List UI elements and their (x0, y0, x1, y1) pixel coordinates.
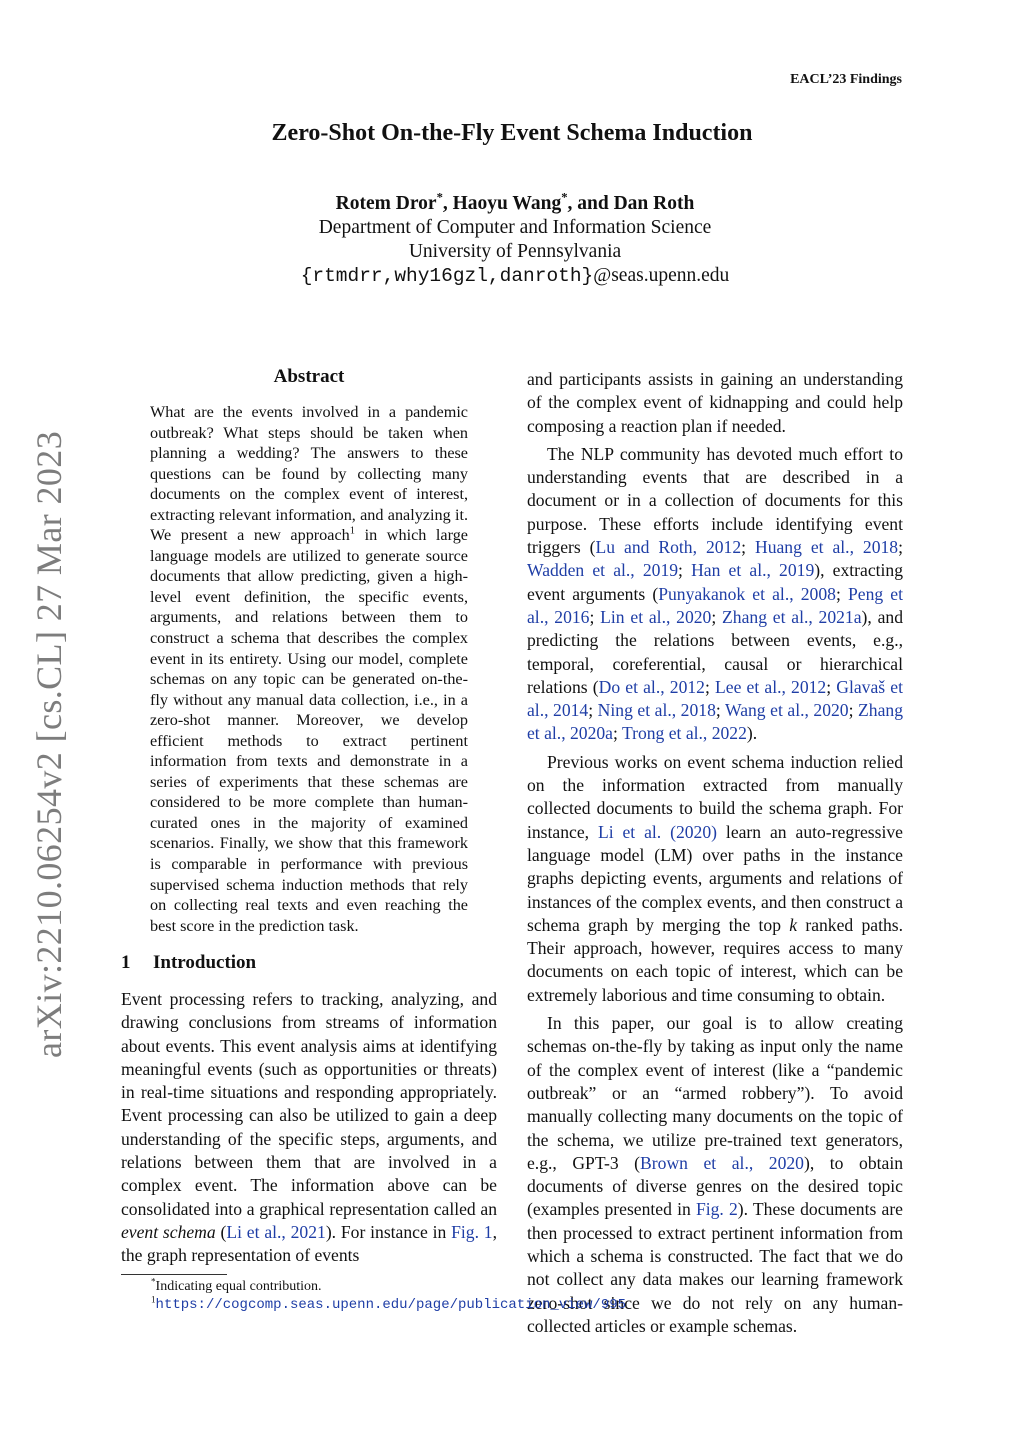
affiliation: Department of Computer and Information Science (318, 217, 712, 238)
citation-link[interactable]: Brown et al., 2020 (640, 1152, 804, 1173)
section-heading-introduction: 1 Introduction (121, 952, 257, 973)
figure-link[interactable]: Fig. 2 (695, 1199, 738, 1220)
paragraph: The NLP community has devoted much effort to understanding events that are described in a document or in a collection of documents for this purpose. These efforts include identifying event triggers (Lu and Roth, 2012; Huang et al., 2018; Wadden et al., 2019; Han et al., 2019), extracting event arguments (Punyakanok et al., 2008; Peng et al., 2016; Lin et al., 2020; Zhang et al., 2021a), and predicting the relations between events, e.g., temporal, coreferential, causal or hierarchical relations (Do et al., 2012; Lee et al., 2012; Glavaš et al., 2014; Ning et al., 2018; Wang et al., 2020; Zhang et al., 2020a; Trong et al., 2022). (527, 443, 904, 744)
author-names: Rotem Dror*, Haoyu Wang*, and Dan Roth (335, 190, 695, 214)
citation-link[interactable]: Li et al. (2020) (597, 821, 718, 842)
project-url-link[interactable]: https://cogcomp.seas.upenn.edu/page/publication_view/995 (155, 1296, 627, 1313)
citation-link[interactable]: Han et al., 2019 (691, 560, 815, 581)
email: {rtmdrr,why16gzl,danroth}@seas.upenn.edu (300, 265, 730, 287)
equal-contrib-mark: * (561, 190, 568, 205)
author-3: and Dan Roth (577, 193, 695, 214)
footnotes (121, 1276, 627, 1314)
citation-link[interactable]: Do et al., 2012 (598, 676, 705, 697)
footnote-ref: 1 (349, 525, 356, 537)
paragraph: In this paper, our goal is to allow creating schemas on-the-fly by taking as input only the name of the complex event of interest (like a “pandemic outbreak” or an “armed robbery”). To avoid manually collecting many documents on the topic of the schema, we utilize pre-trained text generators, e.g., GPT-3 (Brown et al., 2020), to obtain documents of diverse genres on the desired topic (examples presented in Fig. 2). These documents are then processed to extract pertinent information from which a schema is constructed. The fact that we do not collect any data makes our learning framework zero-shot since we do not rely on any human-collected articles or example schemas. (527, 1013, 904, 1336)
footnote-divider (121, 1274, 227, 1275)
citation-link[interactable]: Lin et al., 2020 (600, 606, 712, 627)
author-block (0, 192, 1024, 288)
paragraph: and participants assists in gaining an understanding of the complex event of kidnapping and could help composing a reaction plan if needed. (527, 369, 903, 436)
footnote-equal-contribution: *Indicating equal contribution. (151, 1276, 322, 1294)
intro-paragraph: Event processing refers to tracking, analyzing, and drawing conclusions from streams of information about events. This event analysis aims at identifying meaningful events (such as opportunities or threats) in real-time situations and responding appropriately. Event processing can also be utilized to gain a deep understanding of the specific steps, arguments, and relations between them that are involved in a complex event. The information above can be consolidated into a graphical representation called an event schema (Li et al., 2021). For instance in Fig. 1, the graph representation of events (121, 989, 497, 1266)
paper-title: Zero-Shot On-the-Fly Event Schema Induction (271, 120, 753, 146)
citation-link[interactable]: Trong et al., 2022 (621, 723, 747, 744)
citation-link[interactable]: Wadden et al., 2019 (527, 560, 679, 581)
figure-link[interactable]: Fig. 1 (451, 1221, 493, 1242)
citation-link[interactable]: Peng et al., 2016 (527, 583, 903, 627)
abstract-heading: Abstract (273, 366, 345, 387)
citation-link[interactable]: Zhang et al., 2020a (527, 700, 903, 744)
citation-link[interactable]: Lee et al., 2012 (715, 676, 827, 697)
right-column (527, 368, 903, 1338)
citation-link[interactable]: Huang et al., 2018 (754, 537, 899, 558)
citation-link[interactable]: Ning et al., 2018 (597, 700, 716, 721)
citation-link[interactable]: Lu and Roth, 2012 (595, 537, 742, 558)
author-2: Haoyu Wang (452, 193, 562, 214)
citation-link[interactable]: Glavaš et al., 2014 (527, 676, 903, 721)
paragraph: Previous works on event schema induction relied on the information extracted from manually collected documents to build the schema graph. For instance, Li et al. (2020) learn an auto-regressive language model (LM) over paths in the instance graphs depicting events, arguments and relations of instances of the complex events, and then construct a schema graph by merging the top k ranked paths. Their approach, however, requires access to many documents on each topic of interest, which can be extremely laborious and time consuming to obtain. (527, 751, 904, 1005)
citation-link[interactable]: Punyakanok et al., 2008 (658, 583, 836, 604)
citation-link[interactable]: Li et al., 2021 (226, 1221, 326, 1242)
equal-contrib-mark: * (436, 190, 443, 205)
footnote-url: $^1$https://cogcomp.seas.upenn.edu/page/publication_view/995 (151, 1293, 627, 1313)
arxiv-stamp: arXiv:2210.06254v2 [cs.CL] 27 Mar 2023 (29, 430, 69, 1058)
abstract-body: What are the events involved in a pandemic outbreak? What steps should be taken when planning a wedding? The answers to these questions can be found by collecting many documents on the complex event of interest, extracting relevant information, and analyzing it. We present a new approach$^1$ in which large language models are utilized to generate source documents that allow predicting, given a high-level event definition, the specific events, arguments, and relations between them to construct a schema that describes the complex event in its entirety. Using our model, complete schemas on any topic can be generated on-the-fly without any manual data collection, i.e., in a zero-shot manner. Moreover, we develop efficient methods to extract pertinent information from texts and demonstrate in a series of experiments that these schemas are considered to be more complete than human-curated ones in the majority of examined scenarios. Finally, we show that this framework is comparable in performance with previous supervised schema induction methods that rely on collecting real texts and even reaching the best score in the prediction task. (150, 403, 468, 935)
citation-link[interactable]: Wang et al., 2020 (725, 700, 849, 721)
citation-link[interactable]: Zhang et al., 2021a (722, 606, 862, 627)
author-1: Rotem Dror (335, 193, 437, 214)
university: University of Pennsylvania (408, 241, 622, 262)
venue-label: EACL’23 Findings (790, 72, 902, 87)
